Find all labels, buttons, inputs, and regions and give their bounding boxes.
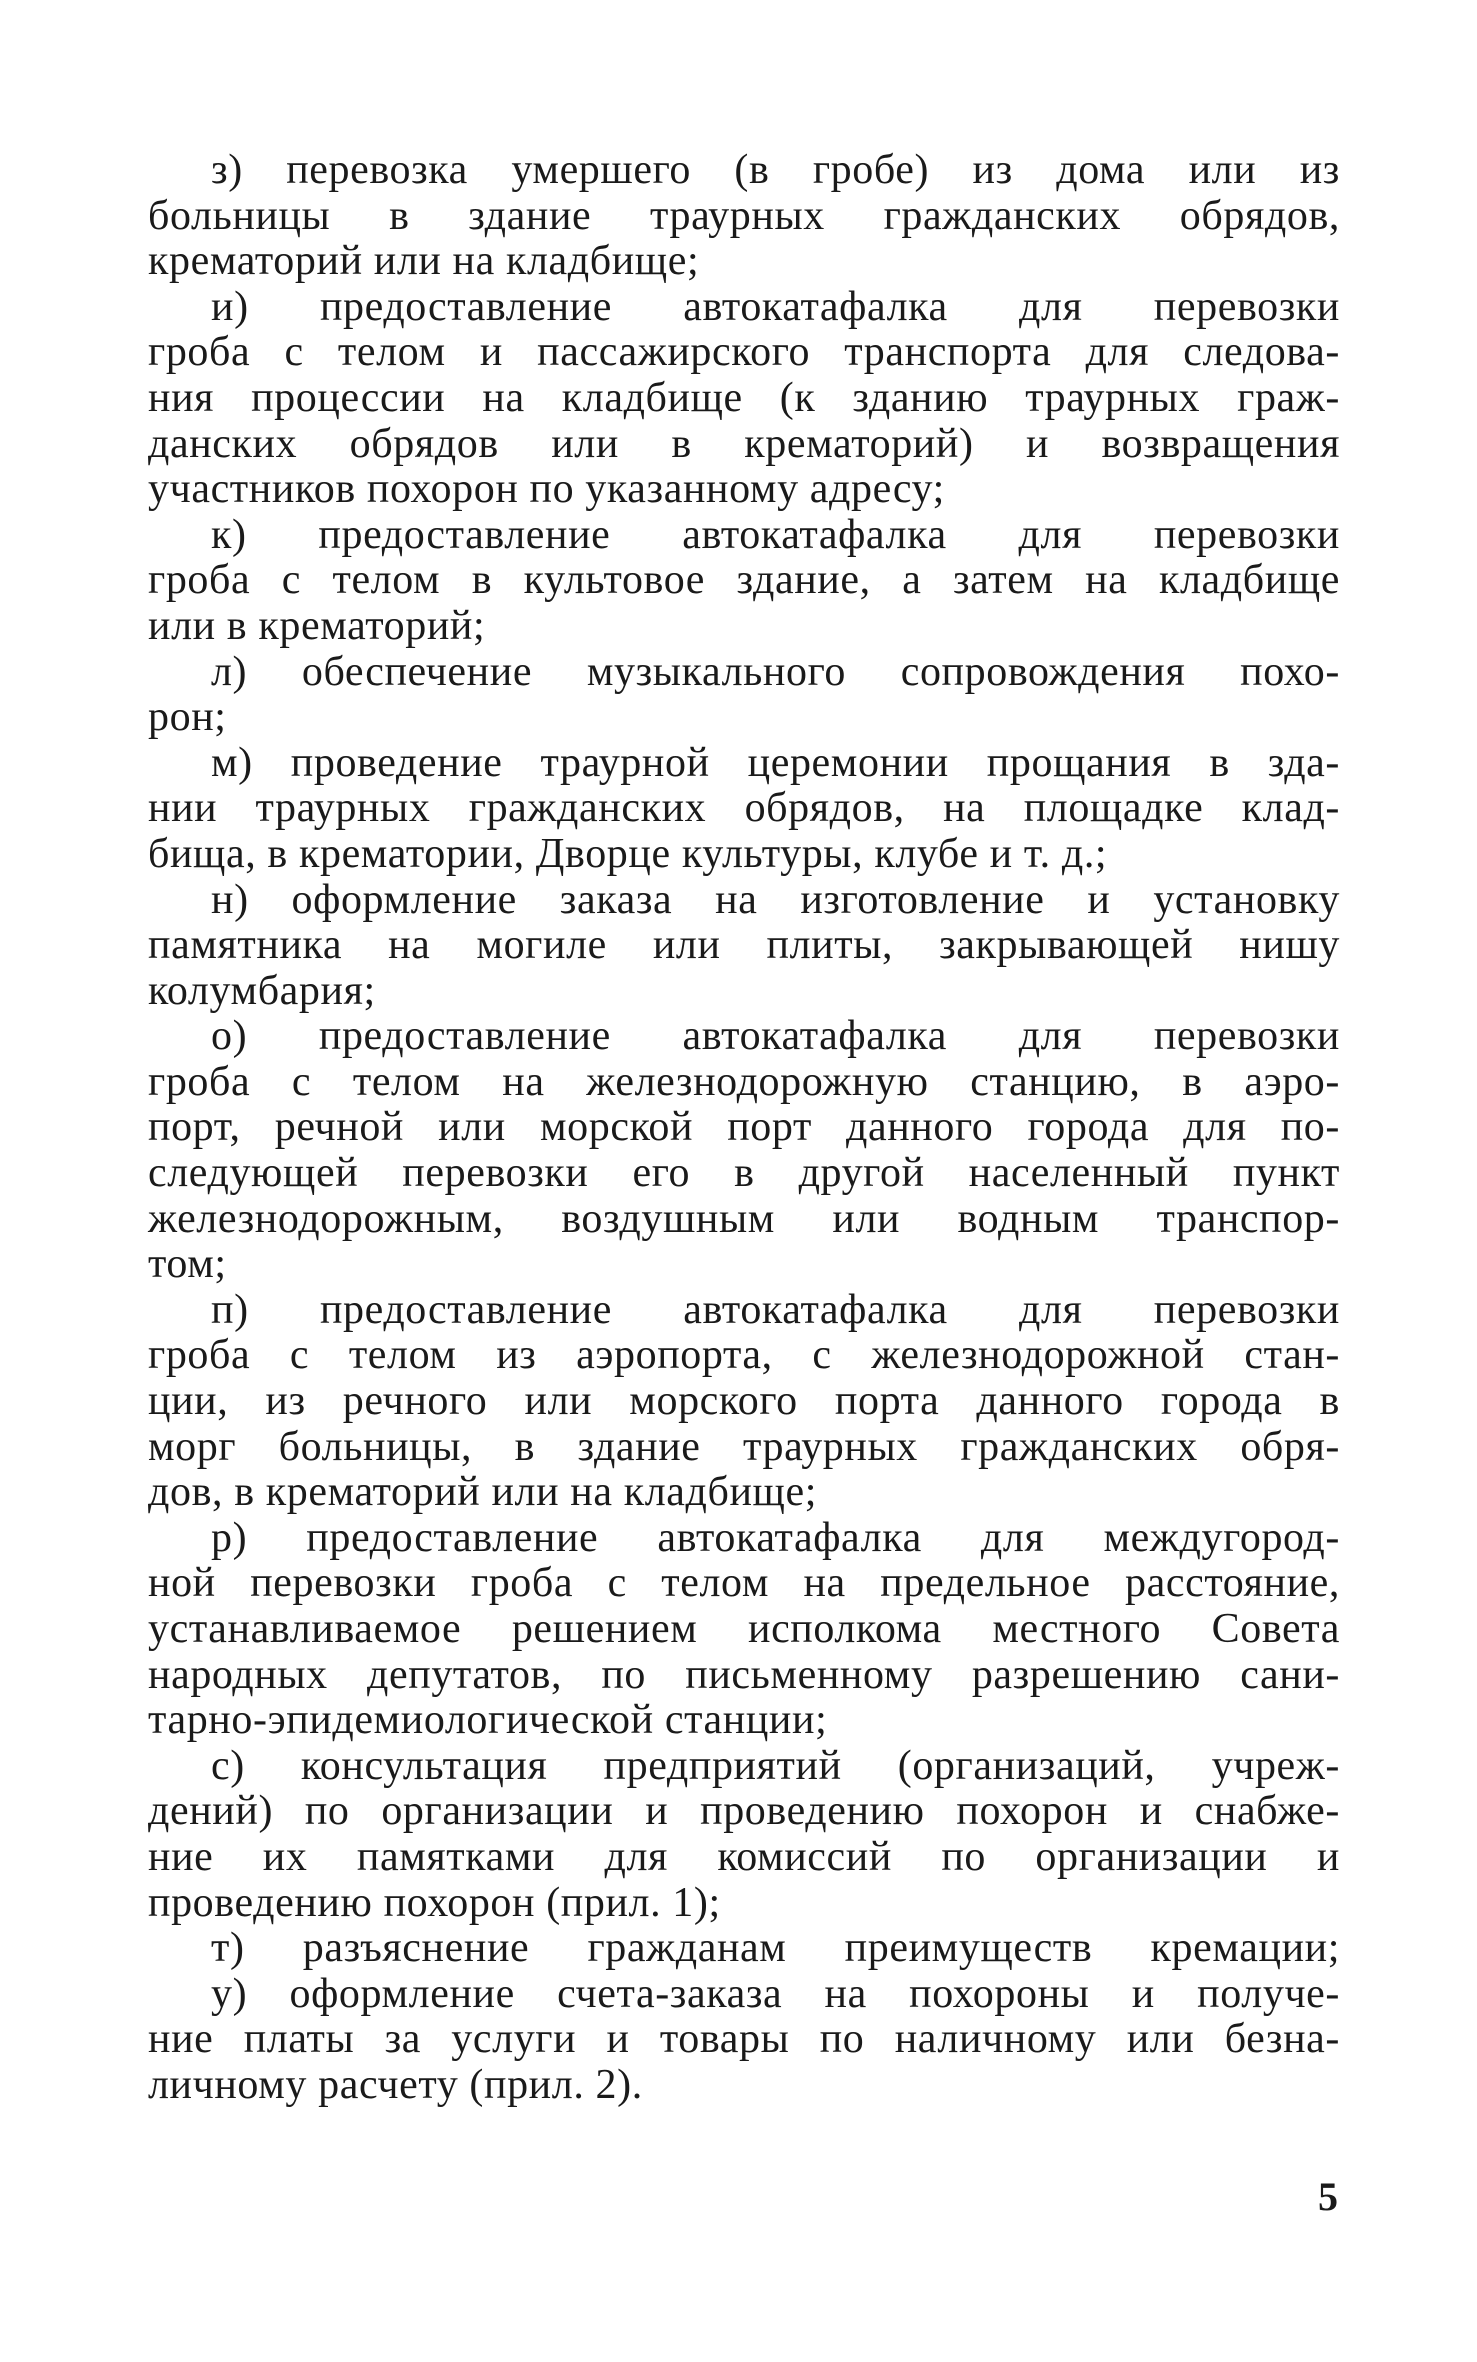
services-list <box>148 148 1340 2109</box>
list-item-n <box>148 878 1340 1015</box>
text-line: ции, из речного или морского порта данного города в <box>148 1378 1340 1425</box>
text-line: н) оформление заказа на изготовление и установку <box>211 876 1340 923</box>
text-line: том; <box>148 1241 227 1288</box>
list-item-z <box>148 148 1340 285</box>
text-line: народных депутатов, по письменному разрешению сани- <box>148 1651 1340 1698</box>
text-line: у) оформление счета-заказа на похороны и получе- <box>211 1970 1340 2017</box>
text-line: или в крематорий; <box>148 602 486 649</box>
list-item-k <box>148 513 1340 650</box>
text-line: колумбария; <box>148 967 376 1014</box>
page-number: 5 <box>1318 2174 1338 2219</box>
text-line: ной перевозки гроба с телом на предельное расстояние, <box>148 1560 1340 1607</box>
text-line: морг больницы, в здание траурных гражданских обря- <box>148 1423 1340 1470</box>
text-line: т) разъяснение гражданам преимуществ кремации; <box>211 1925 1340 1972</box>
list-item-t <box>148 1926 1340 1972</box>
text-line: дений) по организации и проведению похорон и снабже- <box>148 1788 1340 1835</box>
text-line: к) предоставление автокатафалка для перевозки <box>211 511 1340 558</box>
text-line: дов, в крематорий или на кладбище; <box>148 1469 817 1516</box>
list-item-r <box>148 1516 1340 1744</box>
text-line: ние их памятками для комиссий по организации и <box>148 1833 1340 1880</box>
text-line: нии траурных гражданских обрядов, на площадке клад- <box>148 785 1340 832</box>
text-line: следующей перевозки его в другой населенный пункт <box>148 1150 1340 1197</box>
text-line: о) предоставление автокатафалка для перевозки <box>211 1013 1340 1060</box>
text-line: проведению похорон (прил. 1); <box>148 1879 721 1926</box>
text-line: личному расчету (прил. 2). <box>148 2061 643 2108</box>
text-line: крематорий или на кладбище; <box>148 238 700 285</box>
text-line: гроба с телом и пассажирского транспорта для следова- <box>148 329 1340 376</box>
text-line: и) предоставление автокатафалка для перевозки <box>211 283 1340 330</box>
text-line: участников похорон по указанному адресу; <box>148 466 945 513</box>
text-line: з) перевозка умершего (в гробе) из дома или из <box>211 147 1340 193</box>
text-line: м) проведение траурной церемонии прощания в зда- <box>211 739 1340 786</box>
text-line: больницы в здание траурных гражданских обрядов, <box>148 192 1340 239</box>
text-line: гроба с телом на железнодорожную станцию, в аэро- <box>148 1058 1340 1105</box>
text-line: бища, в крематории, Дворце культуры, клубе и т. д.; <box>148 830 1108 877</box>
text-line: устанавливаемое решением исполкома местного Совета <box>148 1606 1340 1652</box>
text-line: гроба с телом в культовое здание, а затем на кладбище <box>148 557 1340 604</box>
text-line: л) обеспечение музыкального сопровождения похо- <box>211 648 1340 695</box>
list-item-p <box>148 1288 1340 1516</box>
text-line: п) предоставление автокатафалка для перевозки <box>211 1286 1340 1333</box>
text-line: ние платы за услуги и товары по наличному или безна- <box>148 2016 1340 2063</box>
list-item-i <box>148 285 1340 513</box>
list-item-u <box>148 1972 1340 2109</box>
text-line: ния процессии на кладбище (к зданию траурных граж- <box>148 374 1340 421</box>
text-line: с) консультация предприятий (организаций, учреж- <box>211 1742 1340 1789</box>
text-line: тарно-эпидемиологической станции; <box>148 1697 828 1744</box>
text-line: гроба с телом из аэропорта, с железнодорожной стан- <box>148 1332 1340 1379</box>
list-item-s <box>148 1744 1340 1926</box>
text-line: памятника на могиле или плиты, закрывающей нишу <box>148 922 1340 969</box>
list-item-m <box>148 741 1340 878</box>
text-line: р) предоставление автокатафалка для междугород- <box>211 1514 1340 1561</box>
text-line: данских обрядов или в крематорий) и возвращения <box>148 420 1340 467</box>
text-line: порт, речной или морской порт данного города для по- <box>148 1104 1340 1151</box>
text-line: рон; <box>148 694 227 741</box>
text-line: железнодорожным, воздушным или водным транспор- <box>148 1195 1340 1242</box>
list-item-o <box>148 1014 1340 1288</box>
list-item-l <box>148 650 1340 741</box>
